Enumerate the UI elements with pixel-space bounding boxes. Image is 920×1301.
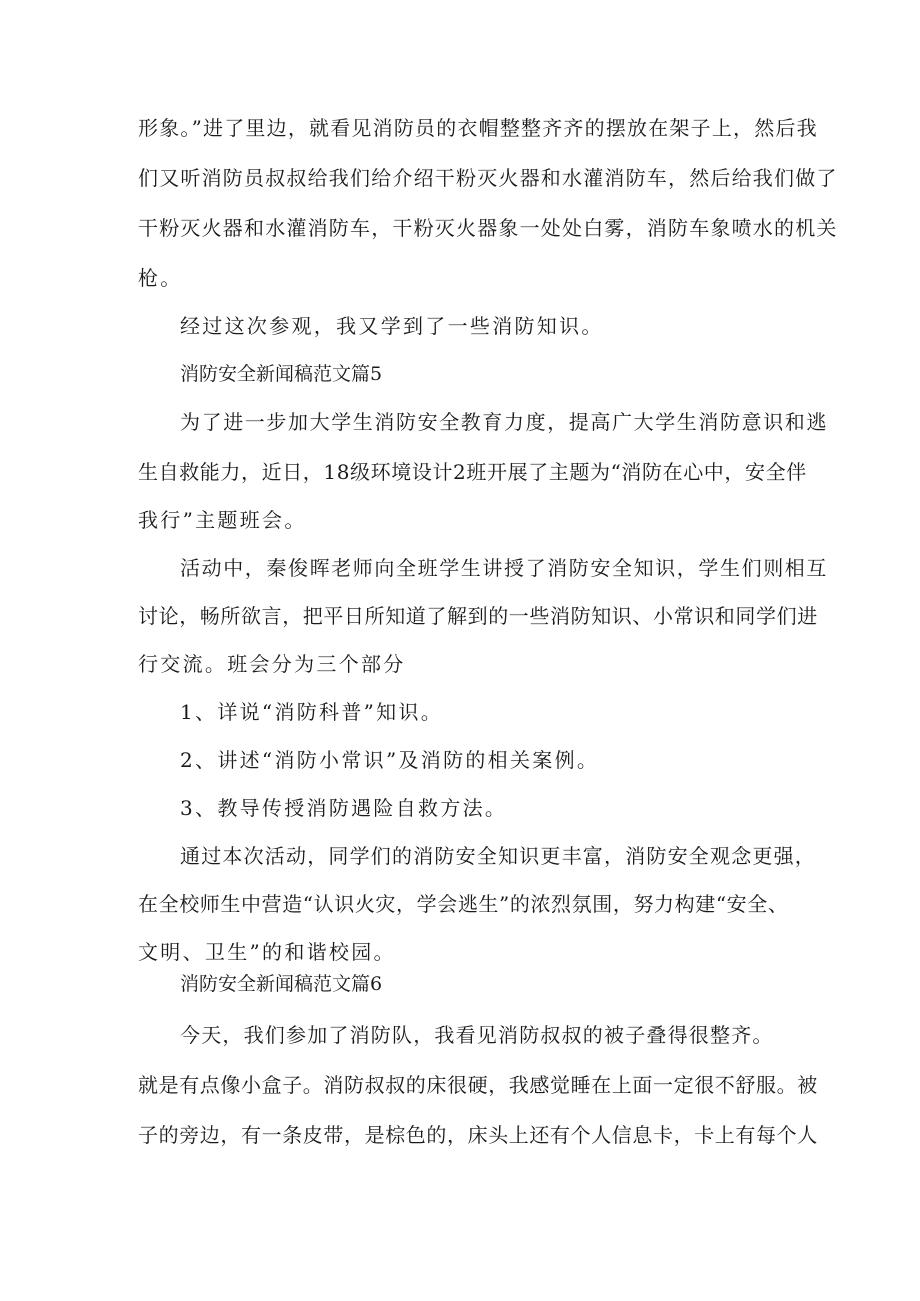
section-heading: 消防安全新闻稿范文篇6 (180, 973, 383, 995)
text-line: 形象。”进了里边，就看见消防员的衣帽整整齐齐的摆放在架子上，然后我 (138, 116, 818, 140)
text-line: 为了进一步加大学生消防安全教育力度，提高广大学生消防意识和逃 (180, 410, 828, 434)
text-line: 生自救能力，近日，18级环境设计2班开展了主题为“消防在心中，安全伴 (138, 460, 807, 484)
section-heading: 消防安全新闻稿范文篇5 (180, 363, 383, 385)
text-line: 我行”主题班会。 (138, 508, 307, 532)
text-line: 在全校师生中营造“认识火灾，学会逃生”的浓烈氛围，努力构建“安全、 (138, 892, 789, 916)
text-line: 枪。 (138, 266, 183, 290)
text-line: 们又听消防员叔叔给我们给介绍干粉灭火器和水灌消防车，然后给我们做了 (138, 166, 838, 190)
list-item: 1、详说“消防科普”知识。 (180, 700, 444, 724)
text-line: 通过本次活动，同学们的消防安全知识更丰富，消防安全观念更强， (180, 844, 816, 868)
text-line: 文明、卫生”的和谐校园。 (138, 940, 396, 964)
list-item: 3、教导传授消防遇险自救方法。 (180, 796, 508, 820)
text-line: 活动中，秦俊晖老师向全班学生讲授了消防安全知识，学生们则相互 (180, 556, 828, 580)
text-line: 今天，我们参加了消防队，我看见消防叔叔的被子叠得很整齐。 (180, 1023, 774, 1047)
text-line: 干粉灭火器和水灌消防车，干粉灭火器象一处处白雾，消防车象喷水的机关 (138, 216, 838, 240)
text-line: 讨论，畅所欲言，把平日所知道了解到的一些消防知识、小常识和同学们进 (138, 604, 818, 628)
text-line: 就是有点像小盒子。消防叔叔的床很硬，我感觉睡在上面一定很不舒服。被 (138, 1073, 818, 1097)
list-item: 2、讲述“消防小常识”及消防的相关案例。 (180, 748, 600, 772)
text-line: 子的旁边，有一条皮带，是棕色的，床头上还有个人信息卡，卡上有每个人 (138, 1123, 818, 1147)
text-line: 行交流。班会分为三个部分 (138, 652, 406, 676)
text-line: 经过这次参观，我又学到了一些消防知识。 (180, 314, 604, 338)
